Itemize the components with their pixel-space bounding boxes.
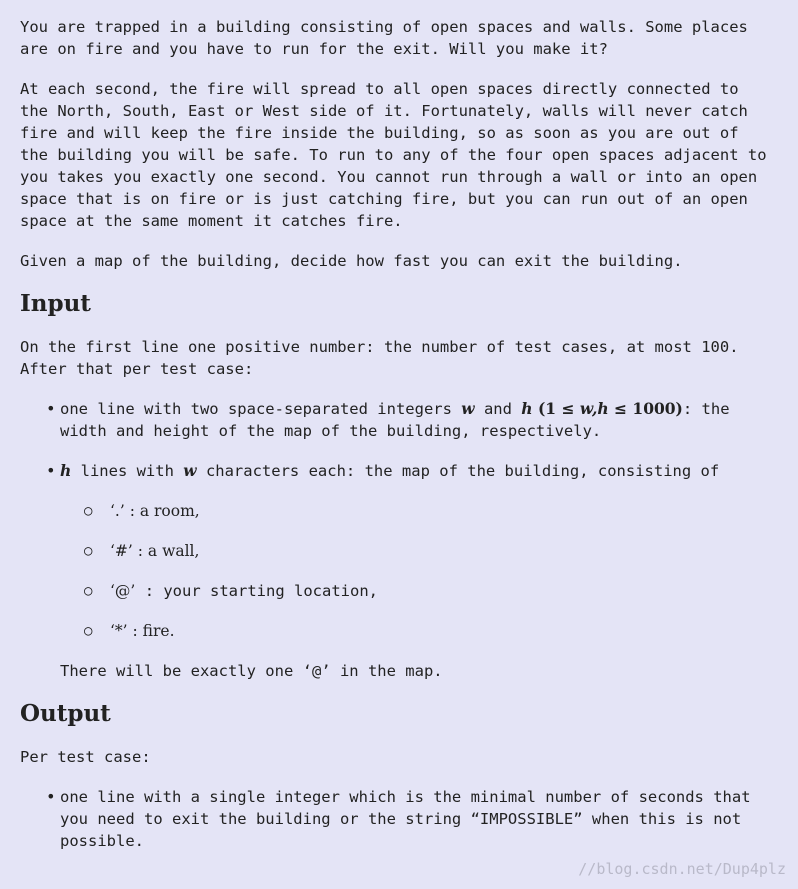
intro-paragraph-3: Given a map of the building, decide how fast you can exit the building. (20, 252, 683, 270)
var-h: h (521, 399, 533, 418)
bullet-dot-icon: • (46, 787, 56, 806)
map-legend-list (60, 500, 772, 642)
output-heading: Output (20, 700, 111, 727)
legend-item-fire: ○ ‘*’ : fire. (84, 622, 175, 640)
circle-bullet-icon: ○ (84, 623, 93, 639)
var-h: h (60, 461, 72, 480)
intro-paragraph-2: At each second, the fire will spread to all open spaces directly connected to the North, South, East or West side of it. Fortunately, walls will never catch fire and will keep the fire inside the building, so as soon as you are out of the building you will be safe. To run to any of the four open spaces adjacent to you takes you exactly one second. You cannot run through a wall or into an open space that is on fire or is just catching fire, but you can run out of an open space at the same moment it catches fire. (20, 80, 767, 230)
input-heading: Input (20, 290, 91, 317)
circle-bullet-icon: ○ (84, 583, 93, 599)
input-note: There will be exactly one ‘@’ in the map. (60, 662, 443, 680)
output-lead: Per test case: (20, 748, 151, 766)
circle-bullet-icon: ○ (84, 503, 93, 519)
input-bullet-list (20, 398, 772, 682)
input-bullet-dimensions: • one line with two space-separated integers w and h (1 ≤ w,h ≤ 1000): the width and height of the map of the building, respectively. (46, 399, 730, 440)
input-bullet-map: • h lines with w characters each: the map of the building, consisting of ○ ‘.’ : a room, ○ ‘#’ : a wall, ○ ‘@’ : your starting location, ○ ‘*’ : fire. There will be exactly one ‘@’ in the map. (20, 460, 772, 682)
watermark: //blog.csdn.net/Dup4plz (578, 860, 786, 878)
intro-paragraph-1: You are trapped in a building consisting of open spaces and walls. Some places are on fire and you have to run for the exit. Will you make it? (20, 18, 748, 58)
input-lead: On the first line one positive number: the number of test cases, at most 100. After that per test case: (20, 338, 739, 378)
output-bullet-result: • one line with a single integer which is the minimal number of seconds that you need to exit the building or the string “IMPOSSIBLE” when this is not possible. (46, 787, 751, 850)
legend-item-room: ○ ‘.’ : a room, (84, 502, 200, 520)
output-bullet-list (20, 786, 772, 852)
bullet-dot-icon: • (46, 399, 56, 418)
legend-item-start: ○ ‘@’ : your starting location, (84, 582, 378, 600)
problem-statement (20, 16, 772, 870)
bullet-dot-icon: • (46, 461, 56, 480)
legend-item-wall: ○ ‘#’ : a wall, (84, 542, 200, 560)
var-w: w (461, 399, 475, 418)
circle-bullet-icon: ○ (84, 543, 93, 559)
var-w: w (183, 461, 197, 480)
constraint-vars: w,h (579, 399, 609, 418)
